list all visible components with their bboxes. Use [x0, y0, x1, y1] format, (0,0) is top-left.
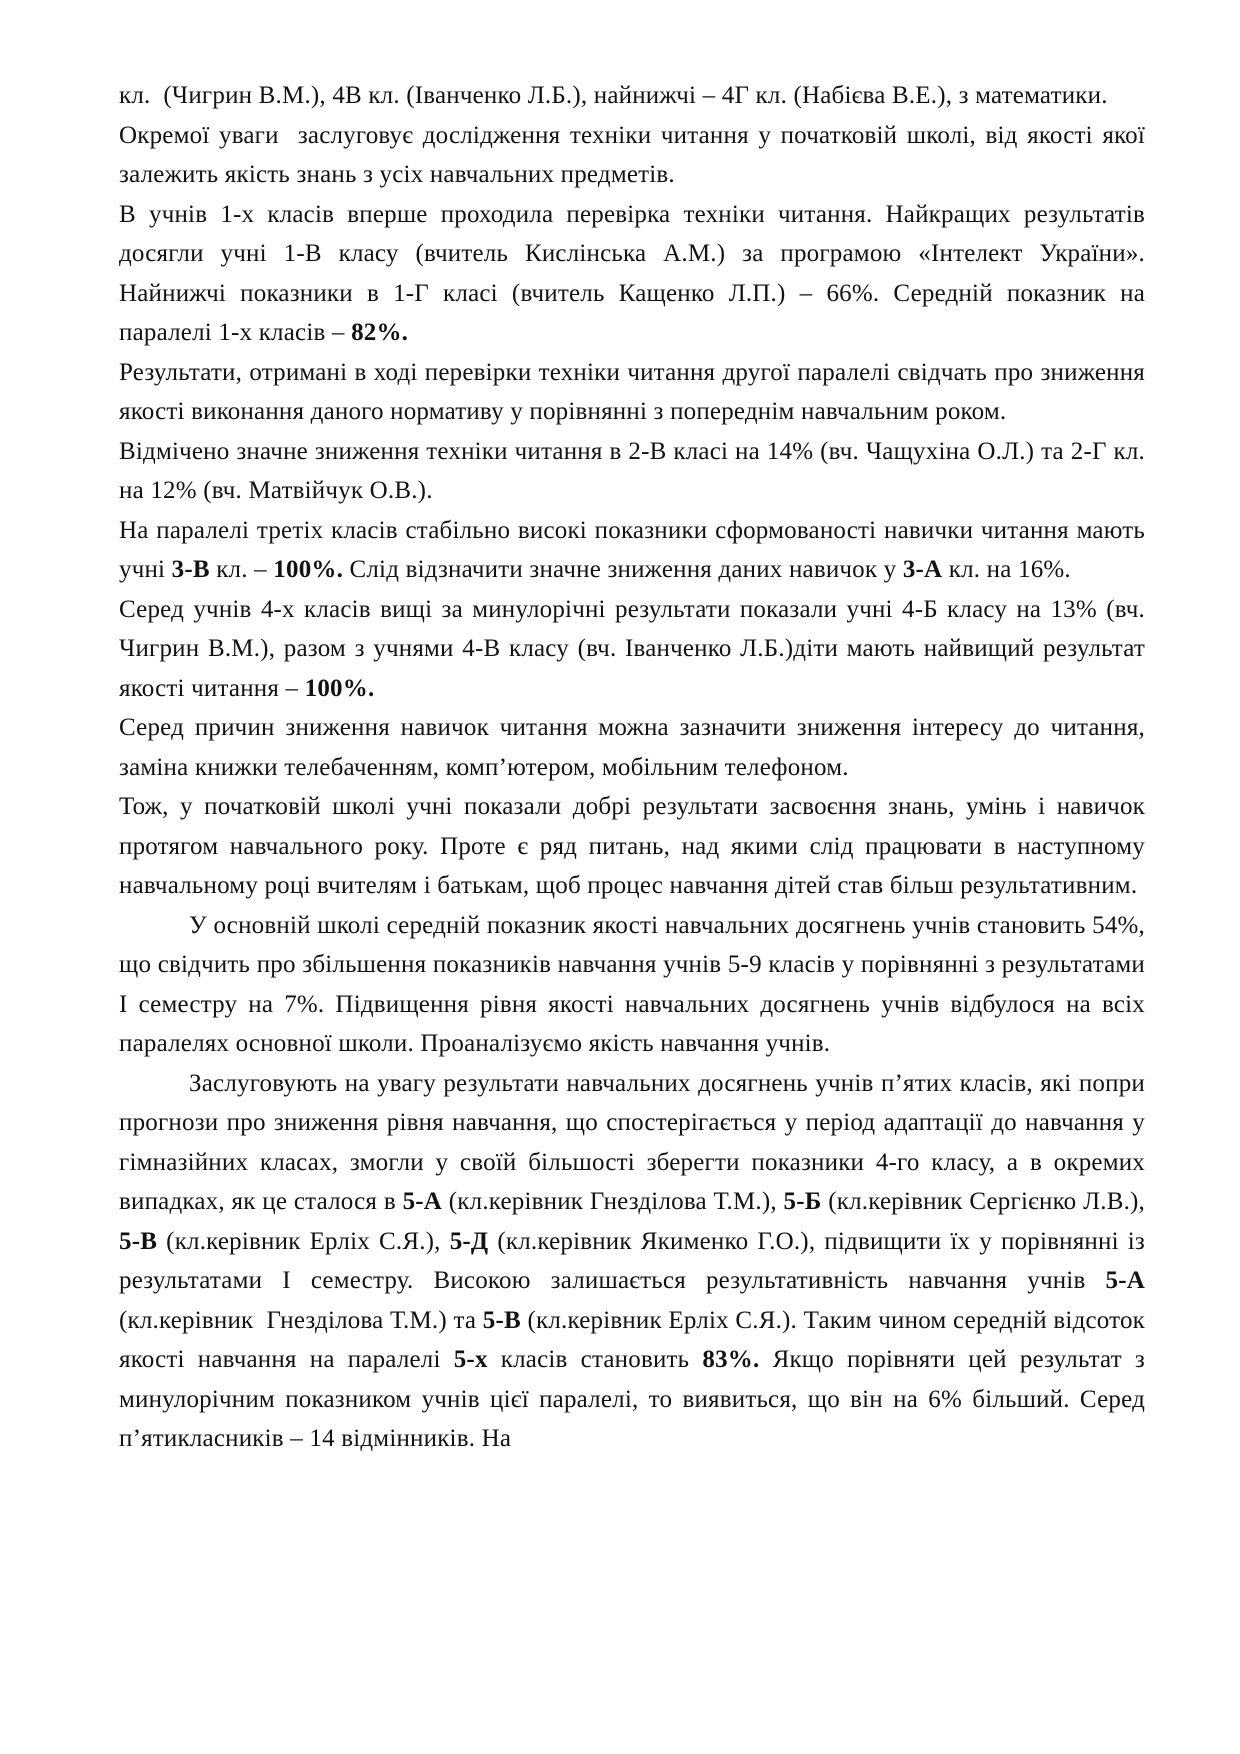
paragraph	[119, 787, 1145, 906]
text-run: (кл.керівник Ерліх С.Я.),	[157, 1227, 450, 1255]
document-text	[119, 76, 1145, 1459]
text-run: 5-А	[1105, 1267, 1145, 1294]
text-run: Окремої уваги заслуговує дослідження техніки читання у початковій школі, від якості якої залежить якість знань з усіх навчальних предметів.	[119, 121, 1145, 188]
text-run: (кл.керівник Сергієнко Л.В.),	[821, 1188, 1146, 1215]
paragraph	[119, 906, 1145, 1064]
text-run: 82%.	[351, 319, 409, 346]
text-run: кл. –	[209, 556, 274, 583]
text-run: 3-В	[171, 556, 210, 583]
text-run: кл. (Чигрин В.М.), 4В кл. (Іванченко Л.Б.), найнижчі – 4Г кл. (Набієва В.Е.), з математики.	[119, 82, 1108, 109]
text-run: 3-А	[902, 556, 943, 583]
text-run: (кл.керівник Гнезділова Т.М.),	[442, 1188, 784, 1215]
text-run: (кл.керівник Ерліх С.Я.). Таким чином середній відсоток якості навчання на паралелі	[119, 1306, 1145, 1373]
text-run: (кл.керівник Гнезділова Т.М.) та	[119, 1306, 483, 1334]
text-run: Серед учнів 4-х класів вищі за минулорічні результати показали учні 4-Б класу на 13% (вч. Чигрин В.М.), разом з учнями 4-В класу (вч. Іванченко Л.Б.)діти мають найвищий результат якості читання –	[119, 595, 1145, 702]
text-run: В учнів 1-х класів вперше проходила перевірка техніки читання. Найкращих результатів досягли учні 1-В класу (вчитель Кислінська А.М.) за програмою «Інтелект України». Найнижчі показники в 1-Г класі (вчитель Кащенко Л.П.) – 66%. Середній показник на паралелі 1-х класів –	[119, 200, 1145, 346]
text-run: 5-В	[482, 1306, 521, 1334]
text-run: класів становить	[487, 1346, 703, 1373]
text-run: кл. на 16%.	[942, 556, 1071, 583]
text-run: Результати, отримані в ході перевірки техніки читання другої паралелі свідчать про зниження якості виконання даного нормативу у порівнянні з попереднім навчальним роком.	[119, 358, 1145, 425]
text-run: Якщо порівняти цей результат з минулорічним показником учнів цієї паралелі, то виявиться, що він на 6% більший. Серед п’ятикласників – 14 відмінників. На	[119, 1346, 1146, 1452]
text-run: 5-А	[402, 1188, 443, 1215]
paragraph	[119, 432, 1145, 511]
text-run: (кл.керівник Якименко Г.О.), підвищити їх у порівнянні із результатами І семестру. Високою залишається результативність навчання учнів	[119, 1227, 1145, 1294]
paragraph	[119, 353, 1145, 432]
text-run: Заслуговують на увагу результати навчальних досягнень учнів п’ятих класів, які попри прогнози про зниження рівня навчання, що спостерігається у період адаптації до навчання у гімназійних класах, змогли у своїй більшості зберегти показники 4-го класу, а в окремих випадках, як це сталося в	[119, 1069, 1145, 1215]
text-run: 5-х	[453, 1346, 488, 1373]
text-run: Серед причин зниження навичок читання можна зазначити зниження інтересу до читання, заміна книжки телебаченням, комп’ютером, мобільним телефоном.	[119, 714, 1145, 781]
text-run: 83%.	[702, 1346, 760, 1373]
text-run: 100%.	[273, 556, 344, 583]
text-run: 5-В	[119, 1227, 158, 1255]
text-run: Відмічено значне зниження техніки читання в 2-В класі на 14% (вч. Чащухіна О.Л.) та 2-Г кл. на 12% (вч. Матвійчук О.В.).	[119, 437, 1145, 504]
text-run: Тож, у початковій школі учні показали добрі результати засвоєння знань, умінь і навичок протягом навчального року. Проте є ряд питань, над якими слід працювати в наступному навчальному році вчителям і батькам, щоб процес навчання дітей став більш результативним.	[119, 793, 1145, 899]
paragraph	[119, 116, 1145, 195]
text-run: На паралелі третіх класів стабільно високі показники сформованості навички читання мають учні	[119, 516, 1145, 583]
text-run: Слід відзначити значне зниження даних навичок у	[343, 556, 903, 583]
paragraph	[119, 708, 1145, 787]
paragraph	[119, 590, 1145, 709]
paragraph	[119, 1064, 1145, 1459]
paragraph	[119, 195, 1145, 353]
paragraph	[119, 76, 1145, 116]
text-run: 5-Б	[783, 1188, 822, 1215]
text-run: У основній школі середній показник якості навчальних досягнень учнів становить 54%, що свідчить про збільшення показників навчання учнів 5-9 класів у порівнянні з результатами І семестру на 7%. Підвищення рівня якості навчальних досягнень учнів відбулося на всіх паралелях основної школи. Проаналізуємо якість навчання учнів.	[119, 911, 1145, 1057]
text-run: 5-Д	[449, 1227, 489, 1255]
text-run: 100%.	[304, 674, 375, 702]
paragraph	[119, 511, 1145, 590]
